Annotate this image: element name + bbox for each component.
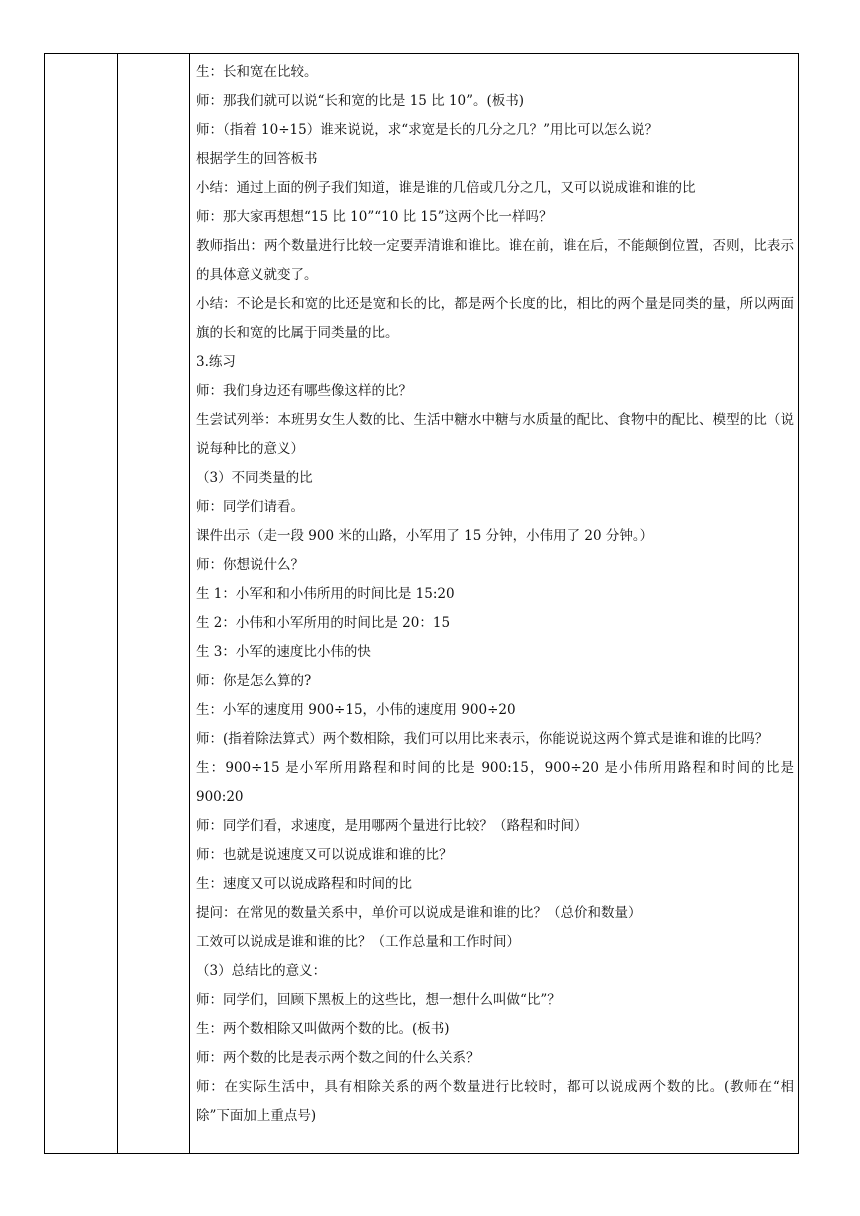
column-divider-1 [117, 54, 118, 1153]
text-line: 生 1：小军和和小伟所用的时间比是 15:20 [196, 586, 455, 602]
text-line: 生：两个数相除又叫做两个数的比。(板书) [196, 1021, 450, 1037]
text-line: 师：同学们看，求速度，是用哪两个量进行比较？（路程和时间） [196, 818, 588, 834]
section-heading: 3.练习 [196, 354, 236, 370]
text-line: 师：你是怎么算的? [196, 673, 312, 689]
text-paragraph: 生尝试列举：本班男女生人数的比、生活中糖水中糖与水质量的配比、食物中的配比、模型的比（说说每种比的意义） [196, 412, 794, 457]
text-line: 小结：通过上面的例子我们知道，谁是谁的几倍或几分之几，又可以说成谁和谁的比 [196, 180, 696, 196]
text-line: 师：那我们就可以说“长和宽的比是 15 比 10”。(板书) [196, 93, 525, 109]
text-line: 师：同学们请看。 [196, 499, 304, 515]
section-heading: （3）总结比的意义： [196, 963, 327, 979]
text-line: 师：你想说什么？ [196, 557, 304, 573]
text-paragraph: 教师指出：两个数量进行比较一定要弄清谁和谁比。谁在前，谁在后，不能颠倒位置，否则，比表示的具体意义就变了。 [196, 238, 794, 283]
text-line: 生 2：小伟和小军所用的时间比是 20：15 [196, 615, 451, 631]
text-line: 师：同学们，回顾下黑板上的这些比，想一想什么叫做“比”？ [196, 992, 561, 1008]
section-heading: （3）不同类量的比 [196, 470, 313, 486]
text-line: 生：小军的速度用 900÷15，小伟的速度用 900÷20 [196, 702, 516, 718]
text-paragraph: 师：在实际生活中，具有相除关系的两个数量进行比较时，都可以说成两个数的比。(教师在“相除”下面加上重点号) [196, 1079, 794, 1124]
text-paragraph: 生：900÷15 是小军所用路程和时间的比是 900:15，900÷20 是小伟所用路程和时间的比是 900:20 [196, 760, 794, 805]
text-line: 根据学生的回答板书 [196, 151, 318, 167]
text-line: 生：速度又可以说成路程和时间的比 [196, 876, 412, 892]
text-line: 生 3：小军的速度比小伟的快 [196, 644, 371, 660]
text-line: 师：我们身边还有哪些像这样的比？ [196, 383, 412, 399]
text-line: 师：两个数的比是表示两个数之间的什么关系？ [196, 1050, 480, 1066]
text-line: 师：（指着 10÷15）谁来说说，求“求宽是长的几分之几？”用比可以怎么说？ [196, 122, 659, 138]
text-line: 师：也就是说速度又可以说成谁和谁的比？ [196, 847, 453, 863]
column-divider-2 [189, 54, 190, 1153]
text-line: 工效可以说成是谁和谁的比？（工作总量和工作时间） [196, 934, 520, 950]
text-paragraph: 师：(指着除法算式）两个数相除，我们可以用比来表示，你能说说这两个算式是谁和谁的比吗？ [196, 731, 769, 747]
text-line: 课件出示（走一段 900 米的山路，小军用了 15 分钟，小伟用了 20 分钟。） [196, 528, 654, 544]
text-line: 师：那大家再想想“15 比 10”“10 比 15”这两个比一样吗？ [196, 209, 553, 225]
lesson-content [196, 58, 794, 1131]
text-line: 提问：在常见的数量关系中，单价可以说成是谁和谁的比？（总价和数量） [196, 905, 642, 921]
text-line: 生：长和宽在比较。 [196, 64, 318, 80]
text-paragraph: 小结：不论是长和宽的比还是宽和长的比，都是两个长度的比，相比的两个量是同类的量，所以两面旗的长和宽的比属于同类量的比。 [196, 296, 794, 341]
